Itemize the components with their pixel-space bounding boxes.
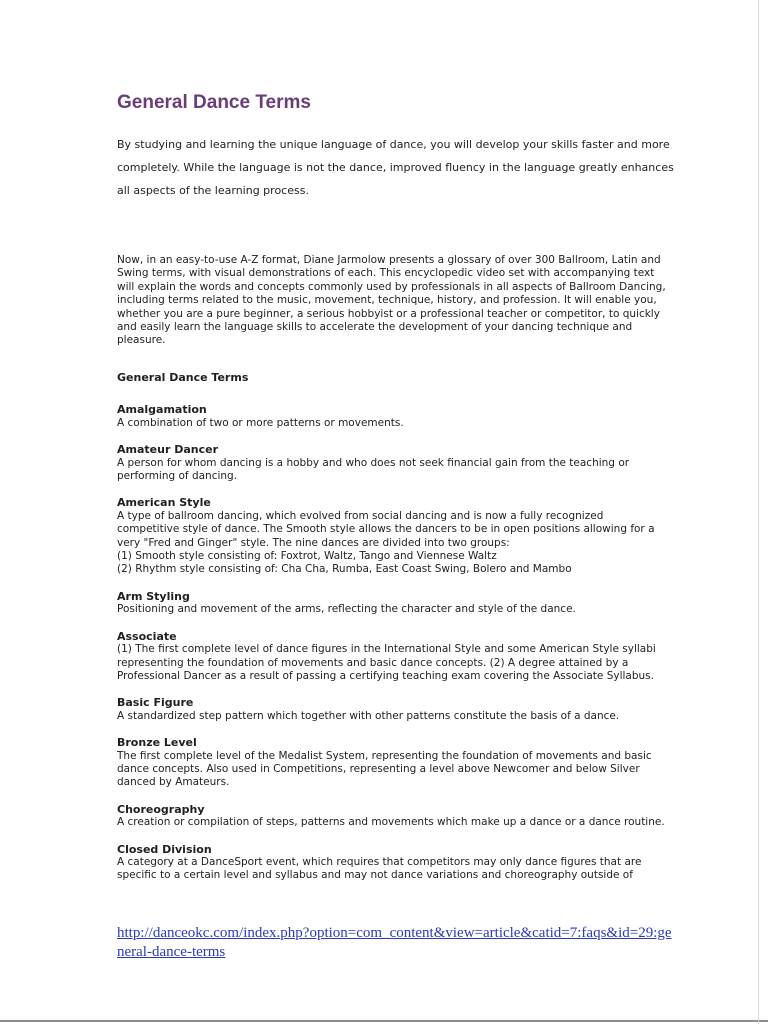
page-bottom-divider (0, 1020, 768, 1022)
term-name: Associate (117, 629, 177, 643)
term-entry (117, 496, 667, 576)
term-entry (117, 736, 667, 790)
term-definition: A category at a DanceSport event, which requires that competitors may only dance figures that are specific to a certain level and syllabus and may not dance variations and choreography outside of (117, 855, 642, 882)
term-definition: A person for whom dancing is a hobby and who does not seek financial gain from the teaching or performing of dancing. (117, 456, 630, 483)
term-entry (117, 443, 667, 483)
term-entry (117, 630, 667, 684)
term-name: American Style (117, 496, 211, 510)
term-entry (117, 403, 667, 430)
term-definition: A type of ballroom dancing, which evolved from social dancing and is now a fully recognized competitive style of dance. The Smooth style allows the dancers to be in open positions allowing for a very "Fred and Ginger" style. The nine dances are divided into two groups: (1) Smooth style consisting of: Foxtrot, Waltz, Tango and Viennese Waltz (2) Rhythm style consisting of: Cha Cha, Rumba, East Coast Swing, Bolero and Mambo (117, 509, 655, 576)
term-entry (117, 843, 667, 883)
term-name: Amateur Dancer (117, 443, 218, 457)
term-entry (117, 696, 667, 723)
term-definition: (1) The first complete level of dance figures in the International Style and some American Style syllabi representing the foundation of movements and basic dance concepts. (2) A degree attained by a Professional Dancer as a result of passing a certifying teaching exam covering the Associate Syllabus. (117, 643, 656, 682)
terms-list (117, 371, 667, 896)
term-name: Choreography (117, 802, 205, 816)
source-link[interactable]: http://danceokc.com/index.php?option=com_content&view=article&catid=7:faqs&id=29:general-dance-terms (117, 925, 672, 960)
intro-paragraph: By studying and learning the unique language of dance, you will develop your skills faster and more completely. While the language is not the dance, improved fluency in the language greatly enhances all aspects of the learning process. (117, 138, 674, 197)
term-definition: A standardized step pattern which together with other patterns constitute the basis of a dance. (117, 709, 620, 722)
glossary-description: Now, in an easy-to-use A-Z format, Diane Jarmolow presents a glossary of over 300 Ballroom, Latin and Swing terms, with visual demonstrations of each. This encyclopedic video set with accompanying text will explain the words and concepts commonly used by professionals in all aspects of Ballroom Dancing, including terms related to the music, movement, technique, history, and profession. It will enable you, whether you are a pure beginner, a serious hobbyist or a professional teacher or competitor, to quickly and easily learn the language skills to accelerate the development of your dancing technique and pleasure. (117, 254, 666, 347)
term-entry (117, 803, 667, 830)
term-name: Closed Division (117, 842, 212, 856)
term-name: Basic Figure (117, 696, 194, 710)
term-name: Arm Styling (117, 589, 190, 603)
term-definition: A combination of two or more patterns or movements. (117, 416, 404, 429)
term-name: Amalgamation (117, 403, 207, 417)
term-definition: A creation or compilation of steps, patterns and movements which make up a dance or a dance routine. (117, 816, 665, 829)
term-definition: Positioning and movement of the arms, reflecting the character and style of the dance. (117, 603, 576, 616)
section-heading: General Dance Terms (117, 371, 249, 384)
page-title: General Dance Terms (117, 92, 311, 113)
page-edge-divider (758, 0, 759, 1024)
term-entry (117, 590, 667, 617)
term-name: Bronze Level (117, 736, 197, 750)
term-definition: The first complete level of the Medalist System, representing the foundation of movements and basic dance concepts. Also used in Competitions, representing a level above Newcomer and below Silver danced by Amateurs. (117, 749, 652, 789)
